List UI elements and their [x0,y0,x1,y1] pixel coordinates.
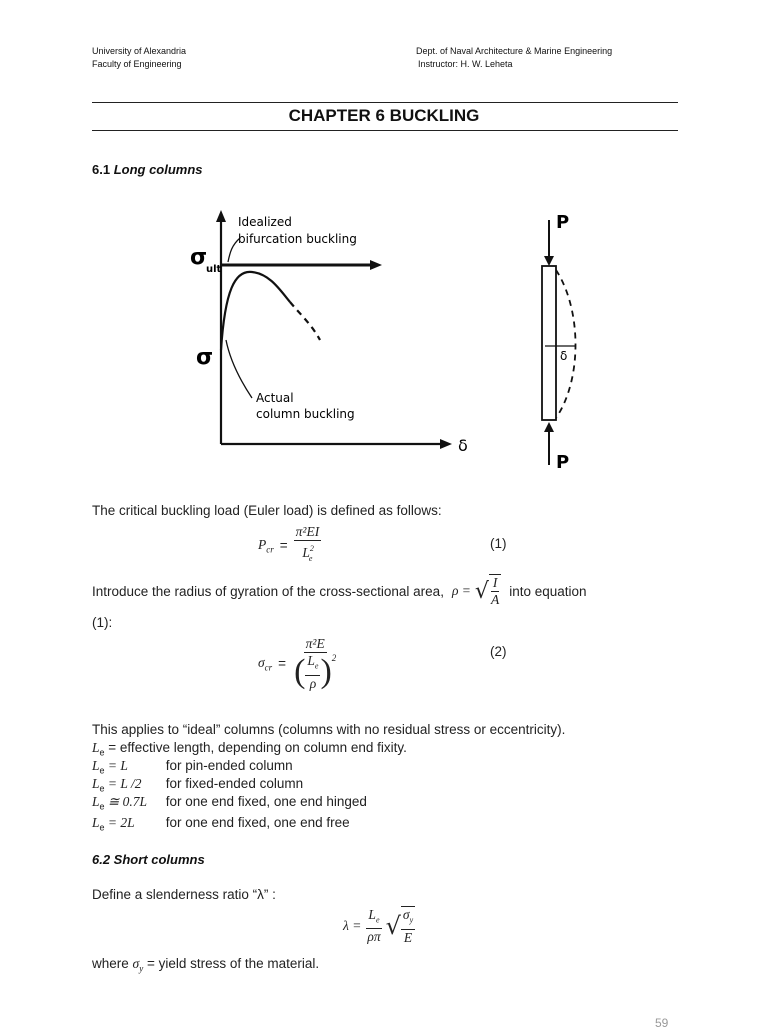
load-p-top: P [556,212,570,233]
load-p-bottom: P [556,452,570,473]
actual-curve [221,272,290,350]
header-left [92,45,186,71]
equation-1: $P_{cr}$ = $\frac{\text{π²EI}}{L^2_e}$ [258,524,320,563]
page-number: 59 [655,1016,669,1030]
section-heading-short-columns: 6.2 Short columns [92,852,205,867]
buckled-shape [556,270,576,418]
sigma-ult-subscript: ult [206,264,222,275]
section-heading-long-columns: 6.1 Long columns [92,162,203,177]
faculty-name: Faculty of Engineering [92,59,182,69]
equation-2: $\sigma_{cr}$ = π²E ( $\frac{L_e}{\rho}$ ) $^2$ [258,636,337,691]
chapter-title: CHAPTER 6 BUCKLING [288,106,480,125]
title-rule-top [92,102,678,103]
def-effective-length: $L_e$ = effective length, depending on column end fixity. [92,740,407,758]
buckling-figure [180,200,600,480]
def-fixed-free: $L_e = 2L$ for one end fixed, one end free [92,815,350,833]
top-load-arrow [544,256,554,266]
actual-curve-dashed [290,302,320,340]
ideal-arrow [370,260,382,270]
yield-stress-def: where $\sigma_y$ = yield stress of the material. [92,956,320,974]
radius-of-gyration-cont: (1): [92,615,113,630]
label-actual-2: column buckling [256,407,355,421]
department-name: Dept. of Naval Architecture & Marine Engineering [416,46,613,56]
equation-3: λ = $\frac{L_e}{\rho\pi}$ √ $\frac{\sigma_y}{E}$ [343,906,414,945]
ideal-columns-note: This applies to “ideal” columns (columns with no residual stress or eccentricity). [92,722,566,737]
equation-2-number: (2) [490,644,507,659]
def-fixed-hinged: $L_e$ ≅ 0.7L for one end fixed, one end hinged [92,794,367,812]
def-pin-ended: $L_e = L$ for pin-ended column [92,758,293,776]
equation-1-number: (1) [490,536,507,551]
y-axis-arrow [216,210,226,222]
sigma-symbol: σ [196,345,214,370]
label-idealized-2: bifurcation buckling [238,232,357,246]
radius-of-gyration-text: Introduce the radius of gyration of the cross-sectional area, ρ = √ $\frac{I}{A}$ into equation [92,575,587,607]
instructor-name: Instructor: H. W. Leheta [418,59,513,69]
title-rule-bottom [92,130,678,131]
label-actual-1: Actual [256,391,294,405]
euler-intro: The critical buckling load (Euler load) is defined as follows: [92,503,442,518]
x-axis-delta: δ [458,436,468,455]
sigma-ult-symbol: σ [190,245,208,270]
university-name: University of Alexandria [92,46,187,56]
deflection-delta: δ [560,349,568,363]
slenderness-intro: Define a slenderness ratio “λ” : [92,887,276,902]
label-idealized-1: Idealized [238,215,292,229]
def-fixed-ended: $L_e = L$ /2 for fixed-ended column [92,776,304,794]
actual-leader [226,340,252,398]
column-body [542,266,556,420]
bottom-load-arrow [544,422,554,432]
x-axis-arrow [440,439,452,449]
header-right [416,45,612,71]
